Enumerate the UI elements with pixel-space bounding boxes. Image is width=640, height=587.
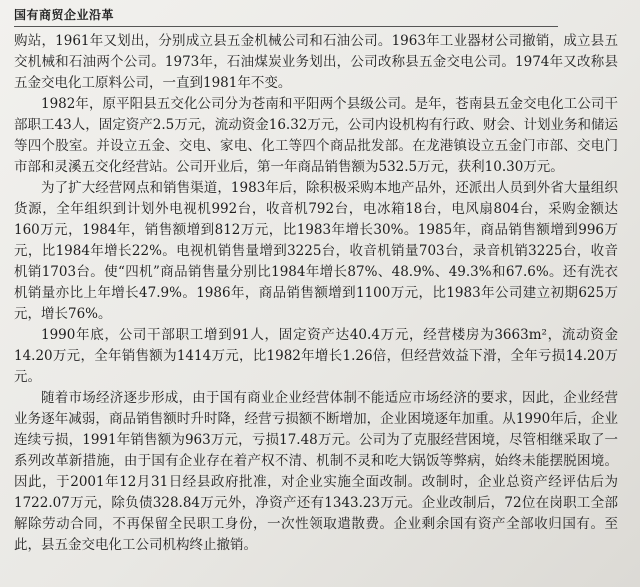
paragraph: 1990年底，公司干部职工增到91人，固定资产达40.4万元，经营楼房为3663m²，流动资金14.20万元，全年销售额为1414万元，比1982年增长1.26倍，但经营效益下滑，全年亏损14.20万元。 xyxy=(14,327,618,385)
running-header: 国有商贸企业沿革 xyxy=(14,6,558,27)
paragraph: 为了扩大经营网点和销售渠道，1983年后，除积极采购本地产品外，还派出人员到外省大量组织货源，全年组织到计划外电视机992台，收音机792台，电冰箱18台，电风扇804台，采购金额达160万元，1984年，销售额增到812万元，比1983年增长30%。1985年，商品销售额增到996万元，比1984年增长22%。电视机销售量增到3225台，收音机销量703台，录音机销3225台，收音机销1703台。使“四机”商品销售量分别比1984年增长87%、48.9%、49.3%和67.6%。还有洗衣机销量亦比上年增长47.9%。1986年，商品销售额增到1100万元，比1983年公司建立初期625万元，增长76%。 xyxy=(14,180,618,322)
paragraph: 1982年，原平阳县五交化公司分为苍南和平阳两个县级公司。是年，苍南县五金交电化工公司干部职工43人，固定资产2.5万元，流动资金16.32万元，公司内设机构有行政、财会、计划业务和储运等四个股室。并设立五金、交电、家电、化工等四个商品批发部。在龙港镇设立五金门市部、交电门市部和灵溪五交化经营站。公司开业后，第一年商品销售额为532.5万元，获利10.30万元。 xyxy=(14,96,618,175)
paragraph: 购站，1961年又划出，分别成立县五金机械公司和石油公司。1963年工业器材公司撤销，成立县五交机械和石油两个公司。1973年，石油煤炭业务划出，公司改称县五金交电公司。1974年又改称县五金交电化工原料公司，一直到1981年不变。 xyxy=(14,33,618,91)
paragraph: 随着市场经济逐步形成，由于国有商业企业经营体制不能适应市场经济的要求，因此，企业经营业务逐年减弱，商品销售额时升时降，经营亏损额不断增加，企业困境逐年加重。从1990年后，企业连续亏损，1991年销售额为963万元，亏损17.48万元。公司为了克服经营困境，尽管相继采取了一系列改革新措施，由于国有企业存在着产权不清、机制不灵和吃大锅饭等弊病，始终未能摆脱困境。因此，于2001年12月31日经县政府批准，对企业实施全面改制。改制时，企业总资产经评估后为1722.07万元，除负债328.84万元外，净资产还有1343.23万元。企业改制后，72位在岗职工全部解除劳动合同，不再保留全民职工身份，一次性领取遣散费。企业剩余国有资产全部收归国有。至此，县五金交电化工公司机构终止撤销。 xyxy=(14,390,618,553)
page-body xyxy=(14,31,618,556)
